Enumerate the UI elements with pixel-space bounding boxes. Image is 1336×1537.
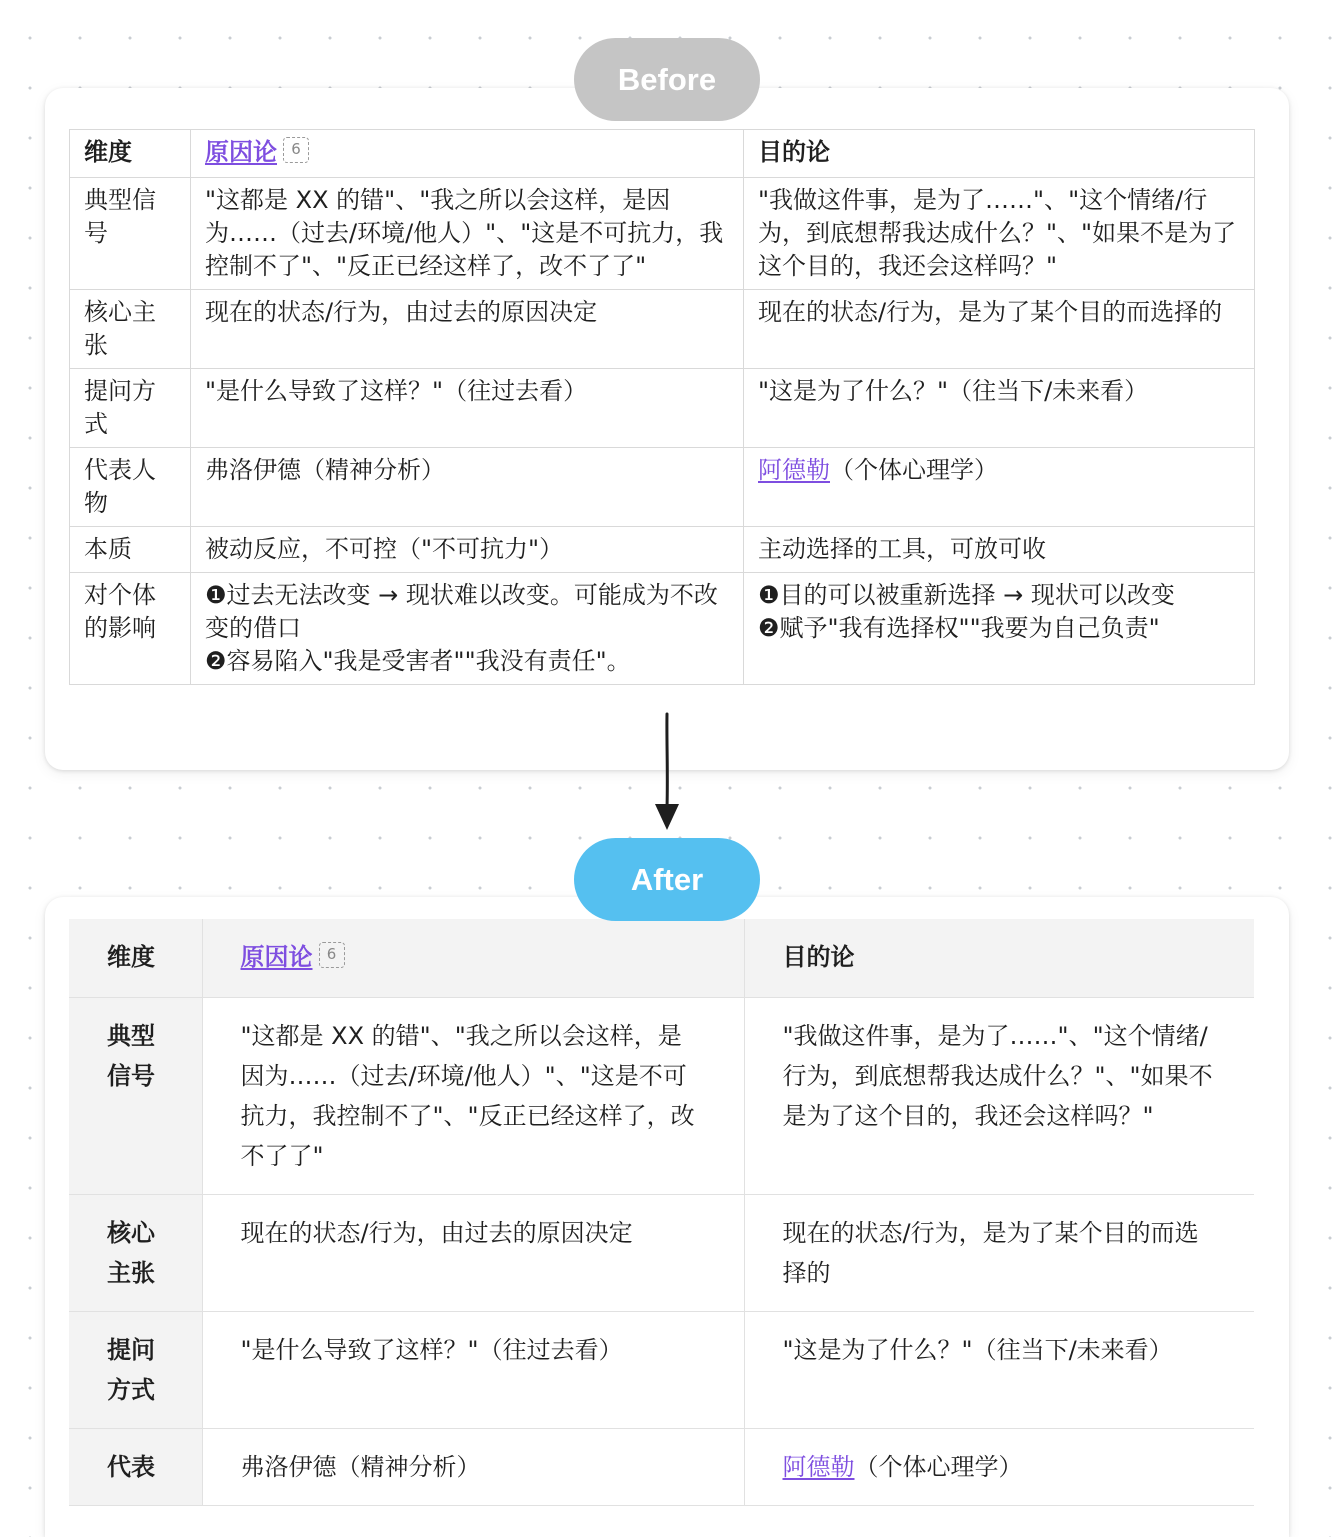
table-row xyxy=(70,573,1255,685)
after-table xyxy=(69,919,1254,1506)
row-dimension: 对个体的影响 xyxy=(70,573,191,685)
table-header-row xyxy=(70,130,1255,178)
row-purpose-rest: （个体心理学） xyxy=(854,1453,1023,1481)
table-header-row xyxy=(69,919,1254,998)
row-dimension-line: 典型 xyxy=(107,1022,155,1050)
row-dimension-line: 提问 xyxy=(107,1336,155,1364)
adler-link[interactable]: 阿德勒 xyxy=(758,456,830,484)
row-purpose: "这是为了什么？"（往当下/未来看） xyxy=(744,1312,1254,1429)
table-row xyxy=(70,369,1255,448)
row-cause: "这都是 XX 的错"、"我之所以会这样，是因为……（过去/环境/他人）"、"这是不可抗力，我控制不了"、"反正已经这样了，改不了了" xyxy=(191,178,744,290)
row-purpose: "这是为了什么？"（往当下/未来看） xyxy=(744,369,1255,448)
row-cause: "是什么导致了这样？"（往过去看） xyxy=(202,1312,744,1429)
row-dimension-line: 信号 xyxy=(107,1062,155,1090)
after-label: After xyxy=(574,838,760,921)
header-purpose: 目的论 xyxy=(744,919,1254,998)
table-row xyxy=(70,178,1255,290)
header-dimension: 维度 xyxy=(69,919,202,998)
header-cause xyxy=(202,919,744,998)
row-purpose-rest: （个体心理学） xyxy=(830,456,998,484)
reference-count-badge[interactable]: 6 xyxy=(283,137,309,163)
row-purpose xyxy=(744,1429,1254,1506)
cause-theory-link[interactable]: 原因论 xyxy=(240,943,313,971)
header-cause xyxy=(191,130,744,178)
table-row xyxy=(69,1312,1254,1429)
row-purpose: 现在的状态/行为，是为了某个目的而选择的 xyxy=(744,1195,1254,1312)
cause-point-1: ❶过去无法改变 → 现状难以改变。可能成为不改变的借口 xyxy=(205,581,718,642)
row-purpose: "我做这件事，是为了……"、"这个情绪/行为，到底想帮我达成什么？"、"如果不是为了这个目的，我还会这样吗？" xyxy=(744,998,1254,1195)
table-row xyxy=(69,1195,1254,1312)
row-dimension-line: 方式 xyxy=(107,1376,155,1404)
row-dimension xyxy=(69,1195,202,1312)
row-cause: 被动反应，不可控（"不可抗力"） xyxy=(191,527,744,573)
cause-point-2: ❷容易陷入"我是受害者""我没有责任"。 xyxy=(205,647,631,675)
before-table xyxy=(69,129,1255,685)
row-dimension xyxy=(69,998,202,1195)
row-cause xyxy=(191,573,744,685)
row-cause: 弗洛伊德（精神分析） xyxy=(191,448,744,527)
cause-theory-link[interactable]: 原因论 xyxy=(205,138,277,166)
row-dimension-line: 核心 xyxy=(107,1219,155,1247)
row-dimension xyxy=(69,1429,202,1506)
table-row xyxy=(69,998,1254,1195)
header-purpose: 目的论 xyxy=(744,130,1255,178)
row-cause: 现在的状态/行为，由过去的原因决定 xyxy=(202,1195,744,1312)
row-purpose xyxy=(744,573,1255,685)
adler-link[interactable]: 阿德勒 xyxy=(782,1453,855,1481)
row-purpose: "我做这件事，是为了……"、"这个情绪/行为，到底想帮我达成什么？"、"如果不是为了这个目的，我还会这样吗？" xyxy=(744,178,1255,290)
table-row xyxy=(69,1429,1254,1506)
arrow-down-icon xyxy=(650,712,686,832)
row-dimension: 典型信号 xyxy=(70,178,191,290)
row-purpose: 主动选择的工具，可放可收 xyxy=(744,527,1255,573)
row-dimension xyxy=(69,1312,202,1429)
row-dimension-line: 代表 xyxy=(107,1453,155,1481)
purpose-point-2: ❷赋予"我有选择权""我要为自己负责" xyxy=(758,614,1160,642)
purpose-point-1: ❶目的可以被重新选择 → 现状可以改变 xyxy=(758,581,1175,609)
table-row xyxy=(70,527,1255,573)
after-card xyxy=(45,897,1289,1537)
before-card xyxy=(45,88,1289,770)
row-purpose: 现在的状态/行为，是为了某个目的而选择的 xyxy=(744,290,1255,369)
row-cause: "这都是 XX 的错"、"我之所以会这样，是因为……（过去/环境/他人）"、"这是不可抗力，我控制不了"、"反正已经这样了，改不了了" xyxy=(202,998,744,1195)
row-dimension-line: 主张 xyxy=(107,1259,155,1287)
row-cause: "是什么导致了这样？"（往过去看） xyxy=(191,369,744,448)
table-row xyxy=(70,290,1255,369)
row-cause: 弗洛伊德（精神分析） xyxy=(202,1429,744,1506)
row-dimension: 本质 xyxy=(70,527,191,573)
table-row xyxy=(70,448,1255,527)
before-label: Before xyxy=(574,38,760,121)
row-dimension: 核心主张 xyxy=(70,290,191,369)
header-dimension: 维度 xyxy=(70,130,191,178)
row-purpose xyxy=(744,448,1255,527)
row-cause: 现在的状态/行为，由过去的原因决定 xyxy=(191,290,744,369)
row-dimension: 提问方式 xyxy=(70,369,191,448)
reference-count-badge[interactable]: 6 xyxy=(319,942,345,968)
row-dimension: 代表人物 xyxy=(70,448,191,527)
